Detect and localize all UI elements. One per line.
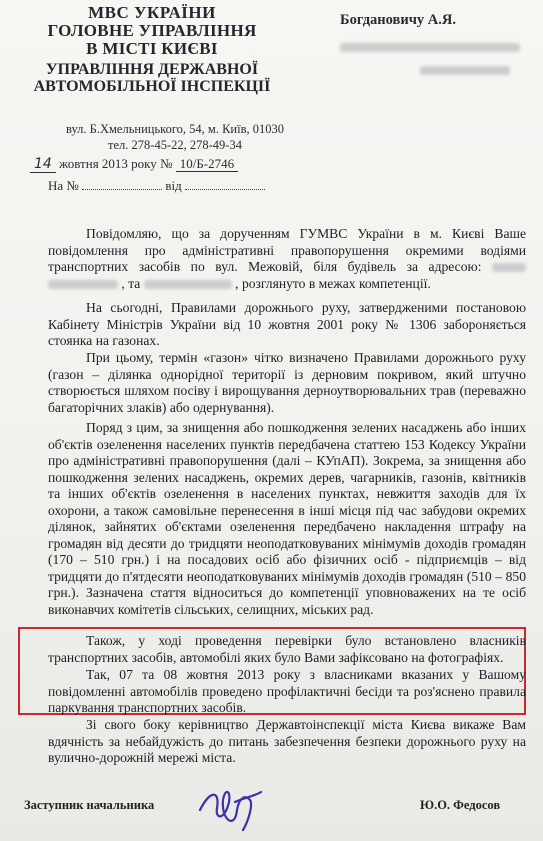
signatory-title: Заступник начальника	[24, 798, 155, 812]
p7-text: Зі свого боку керівництво Державтоінспекції міста Києва викаже Вам вдячність за небайдужість до питань забезпечення безпеки дорожнього руху на вулично-дорожній мережі міста.	[48, 717, 526, 765]
p5-text: Також, у ході проведення перевірки було встановлено власників транспортних засобів, автомобілі яких було Вами зафіксовано на фотографіях.	[48, 633, 526, 665]
ref-number-blank	[82, 189, 162, 190]
org-line-5: АВТОМОБІЛЬНОЇ ІНСПЕКЦІЇ	[33, 78, 271, 95]
p6-text: Так, 07 та 08 жовтня 2013 року з власниками вказаних у Вашому повідомленні автомобілів проведено профілактичні бесіди та роз'яснено правила паркування транспортних засобів.	[48, 667, 526, 715]
paragraph-4	[48, 420, 526, 618]
number-label: №	[160, 156, 173, 171]
document-number: 10/Б-2746	[176, 156, 238, 172]
p1-text-b: , та	[121, 275, 141, 291]
p2-text: На сьогодні, Правилами дорожнього руху, затвердженими постановою Кабінету Міністрів України від 10 жовтня 2001 року № 1306 забороняється стоянка на газонах.	[48, 300, 526, 348]
ref-prefix: На №	[48, 178, 79, 193]
date-month-year: жовтня 2013 року	[59, 156, 157, 171]
signatory-name: Ю.О. Федосов	[420, 798, 501, 812]
paragraph-2	[48, 300, 526, 350]
org-address: вул. Б.Хмельницького, 54, м. Київ, 01030	[66, 122, 284, 136]
paragraph-3	[48, 350, 526, 416]
date-day: 14	[30, 156, 56, 173]
org-phone: тел. 278-45-22, 278-49-34	[108, 138, 242, 152]
recipient-city-redacted	[340, 62, 520, 79]
p4-text: Поряд з цим, за знищення або пошкодження зелених насаджень або інших об'єктів озеленення населених пунктів передбачена статтею 153 Кодексу України про адміністративні правопорушення (далі – КУпАП). Зокрема, за знищення або пошкодження зелених насаджень, окремих дерев, чагарників, газонів, квітників та інших об'єктів озеленення в населених пунктах, невжиття заходів для їх охорони, а також самовільне перенесення в інші місця під час забудови окремих ділянок, зайнятих об'єктами озеленення передбачено накладення штрафу на громадян від десяти до тридцяти неоподатковуваних мінімумів доходів громадян (170 – 510 грн.) і на посадових осіб або фізичних осіб - підприємців – від тридцяти до п'ятдесяти неоподатковуваних мінімумів доходів громадян (510 – 850 грн.). Зазначена стаття відноситься до компетенції уповноважених на те осіб виконавчих комітетів сільських, селищних, міських рад.	[48, 420, 526, 617]
ref-date-blank	[185, 189, 265, 190]
paragraph-6	[48, 667, 526, 717]
recipient-address-redacted	[340, 39, 520, 56]
paragraph-7	[48, 717, 526, 767]
paragraph-1	[48, 226, 526, 292]
p1-text-a: Повідомляю, що за дорученням ГУМВС України в м. Києві Ваше повідомлення про адміністративні правопорушення окремими водіями транспортних засобів по вул. Межовій, біля будівель за адресою:	[48, 226, 526, 274]
p3-text: При цьому, термін «газон» чітко визначено Правилами дорожнього руху (газон – ділянка однорідної території із дерновим покривом, який штучно створюється шляхом посіву і вирощування дерноутворювальних трав (переважно багаторічних злаків) або одернування).	[48, 350, 526, 415]
ref-from: від	[165, 178, 182, 193]
org-line-4: УПРАВЛІННЯ ДЕРЖАВНОЇ	[45, 61, 259, 78]
paragraph-5	[48, 633, 526, 666]
recipient-block	[340, 12, 520, 79]
reference-line	[48, 178, 265, 194]
organization-header	[22, 4, 282, 95]
p1-text-c: , розглянуто в межах компетенції.	[235, 275, 431, 291]
recipient-name: Богдановичу А.Я.	[340, 12, 456, 28]
document-date	[30, 156, 238, 172]
handwritten-signature	[195, 780, 265, 835]
org-line-3: В МІСТІ КИЄВІ	[86, 39, 218, 58]
org-line-1: МВС УКРАЇНИ	[88, 3, 216, 22]
org-line-2: ГОЛОВНЕ УПРАВЛІННЯ	[47, 21, 257, 40]
